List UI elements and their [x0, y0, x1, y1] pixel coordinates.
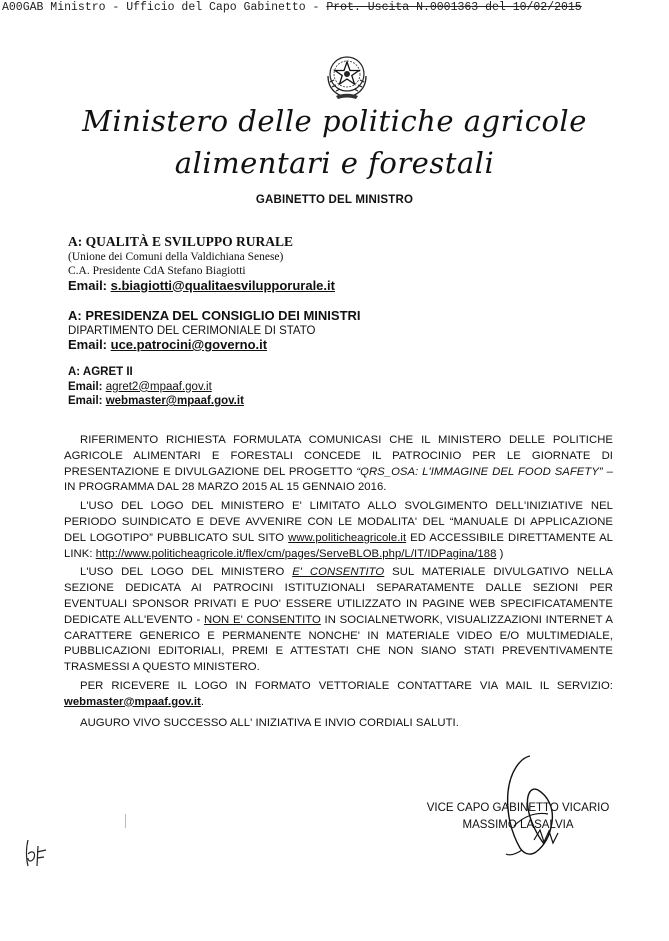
protocol-header	[0, 0, 669, 16]
paragraph-3	[64, 565, 613, 676]
recipient-heading: A: QUALITÀ E SVILUPPO RURALE	[68, 234, 294, 249]
text: )	[496, 547, 504, 560]
webmaster-email-link[interactable]: webmaster@mpaaf.gov.it	[64, 695, 201, 708]
project-name: “QRS_OSA: L'IMMAGINE DEL FOOD SAFETY”	[356, 465, 603, 478]
text: L'USO DEL LOGO DEL MINISTERO	[80, 566, 293, 579]
recipient-line: DIPARTIMENTO DEL CERIMONIALE DI STATO	[68, 324, 316, 337]
signer-title: VICE CAPO GABINETTO VICARIO	[426, 802, 610, 814]
recipient-line: (Unione dei Comuni della Valdichiana Senese)	[68, 250, 284, 263]
text: L'USO DEL LOGO DEL MINISTERO E' LIMITATO ALLO SVOLGIMENTO DELL'INIZIATIVE NEL PERIODO SUINDICATO E DEVE AVVENIRE CON LE MODALITA' DEL “MANUALE DI APPLICAZIONE DEL LOGOTIPO” PUBBLICATO SUL SITO	[64, 500, 613, 544]
recipient-block-3	[68, 365, 244, 409]
email-link[interactable]: s.biagiotti@qualitaesvilupporurale.it	[110, 277, 335, 293]
manual-link[interactable]: http://www.politicheagricole.it/flex/cm/pages/ServeBLOB.php/L/IT/IDPagina/188	[95, 547, 497, 560]
protocol-office: A00GAB Ministro - Ufficio del Capo Gabinetto -	[2, 1, 327, 14]
text: ED ACCESSIBILE DIRETTAMENTE AL LINK:	[64, 531, 613, 560]
text: – IN PROGRAMMA DAL 28 MARZO 2015 AL 15 GENNAIO 2016.	[64, 465, 613, 494]
recipient-line: C.A. Presidente CdA Stefano Biagiotti	[68, 265, 246, 277]
scan-mark	[125, 814, 126, 828]
recipient-block-1	[68, 235, 335, 293]
email-label: Email:	[68, 395, 103, 407]
recipient-block-2	[68, 309, 361, 353]
signer-name: MASSIMO LASALVIA	[462, 819, 574, 831]
text: PER RICEVERE IL LOGO IN FORMATO VETTORIALE CONTATTARE VIA MAIL IL SERVIZIO:	[80, 679, 613, 692]
email-link[interactable]: agret2@mpaaf.gov.it	[105, 380, 212, 393]
protocol-number: Prot. Uscita N.0001363 del 10/02/2015	[326, 1, 582, 14]
handwritten-initials-icon	[22, 836, 50, 870]
allowed-text: E' CONSENTITO	[292, 566, 385, 579]
paragraph-1	[64, 433, 613, 496]
recipient-heading: A: PRESIDENZA DEL CONSIGLIO DEI MINISTRI	[68, 308, 361, 323]
italian-republic-emblem-icon	[322, 52, 372, 100]
email-label: Email:	[68, 277, 108, 293]
text: SUL MATERIALE DIVULGATIVO NELLA SEZIONE DEDICATA AI PATROCINI ISTITUZIONALI SEPARATAMENTE DALLE SEZIONI PER EVENTUALI SPONSOR PRIVATI E PUO' ESSERE UTILIZZATO IN PAGINE WEB SPECIFICATAMENTE DEDICATE ALL'EVENTO -	[64, 566, 613, 626]
office-title: GABINETTO DEL MINISTRO	[255, 194, 414, 206]
email-link[interactable]: uce.patrocini@governo.it	[110, 337, 268, 352]
recipient-heading: A: AGRET II	[68, 366, 133, 378]
text: IN SOCIALNETWORK, VISUALIZZAZIONI INTERNET A CARATTERE GENERICO E PERMANENTE NONCHE' IN MATERIALE VIDEO E/O MULTIMEDIALE, PUBBLICAZIONI EDITORIALI, PREMI E ATTESTATI CHE NON SIANO STATI PREVENTIVAMENTE TRASMESSI A QUESTO MINISTERO.	[64, 613, 613, 674]
paragraph-4	[64, 679, 613, 711]
text: RIFERIMENTO RICHIESTA FORMULATA COMUNICASI CHE IL MINISTERO DELLE POLITICHE AGRICOLE ALIMENTARI E FORESTALI CONCEDE IL PATROCINIO PER LE GIORNATE DI PRESENTAZIONE E DIVULGAZIONE DEL PROGETTO	[64, 434, 613, 478]
ministry-name-line-2: alimentari e forestali	[174, 146, 495, 180]
site-link[interactable]: www.politicheagricole.it	[288, 531, 407, 544]
text: .	[200, 695, 205, 708]
handwritten-signature-icon	[486, 752, 576, 862]
ministry-name-line-1: Ministero delle politiche agricole	[82, 104, 587, 138]
paragraph-2	[64, 499, 613, 562]
email-link[interactable]: webmaster@mpaaf.gov.it	[105, 395, 244, 407]
email-label: Email:	[68, 337, 108, 352]
email-label: Email:	[68, 380, 103, 393]
not-allowed-text: NON E' CONSENTITO	[204, 613, 321, 626]
letter-body	[64, 433, 613, 734]
paragraph-5: AUGURO VIVO SUCCESSO ALL' INIZIATIVA E INVIO CORDIALI SALUTI.	[80, 716, 459, 729]
